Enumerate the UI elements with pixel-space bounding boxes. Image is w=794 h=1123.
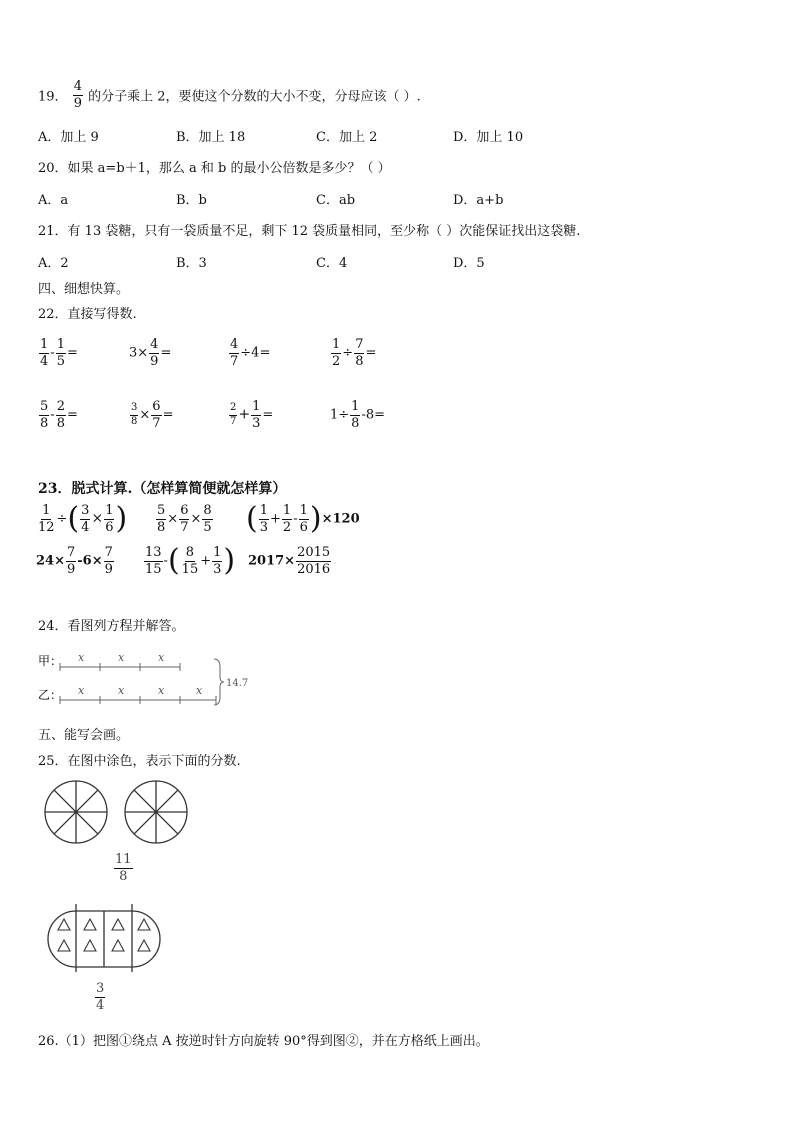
question-text: 的分子乘上 2，要使这个分数的大小不变，分母应该（ ）. — [88, 89, 421, 105]
circles-figure — [42, 778, 202, 848]
calc-item: 2017× $\frac{2015}{2016}$ — [248, 545, 331, 577]
calc-item: $\frac{1}{2}$ ÷ $\frac{7}{8}$ = — [332, 337, 377, 369]
question-22: 22．直接写得数. — [38, 307, 137, 322]
option-d[interactable]: D．a+b — [453, 193, 504, 208]
calc-item: $\frac{1}{12}$ ÷( $\frac{3}{4}$ × $\frac{1}{6}$ ) — [38, 501, 128, 537]
question-24: 24．看图列方程并解答。 — [38, 619, 185, 634]
question-number: 19． — [38, 89, 68, 105]
x-label: x — [158, 684, 165, 697]
x-label: x — [158, 651, 165, 664]
line-segment-diagram — [36, 645, 256, 707]
option-a[interactable]: A．a — [38, 193, 69, 208]
x-label: x — [78, 651, 85, 664]
fraction-label: $\frac{3}{4}$ — [96, 981, 105, 1013]
calc-item: $\frac{3}{8}$ × $\frac{6}{7}$ = — [131, 399, 174, 431]
label-jia: 甲： — [38, 654, 63, 668]
option-a[interactable]: A．2 — [38, 256, 69, 271]
calc-item: $\frac{5}{8}$ - $\frac{2}{8}$ = — [40, 399, 78, 431]
option-b[interactable]: B．b — [176, 193, 207, 208]
x-label: x — [78, 684, 85, 697]
question-21: 21．有 13 袋糖，只有一袋质量不足，剩下 12 袋质量相同，至少称（ ）次能保证找出这袋糖. — [38, 224, 581, 239]
option-d[interactable]: D．5 — [453, 256, 485, 271]
question-25: 25．在图中涂色，表示下面的分数. — [38, 754, 241, 769]
section-heading: 五、能写会画。 — [38, 728, 130, 743]
calc-item: 1÷ $\frac{1}{8}$ -8= — [330, 399, 386, 431]
question-23: 23．脱式计算.（怎样算简便就怎样算） — [38, 481, 287, 497]
calc-item: $\frac{4}{7}$ ÷4= — [230, 337, 271, 369]
question-19 — [38, 80, 421, 110]
section-heading: 四、细想快算。 — [38, 282, 130, 297]
option-a[interactable]: A．加上 9 — [38, 130, 99, 145]
option-c[interactable]: C．ab — [316, 193, 356, 208]
fraction-label: $\frac{11}{8}$ — [115, 852, 132, 884]
x-label: x — [118, 684, 125, 697]
option-c[interactable]: C．加上 2 — [316, 130, 378, 145]
x-label: x — [196, 684, 203, 697]
oval-triangles-figure — [46, 902, 164, 972]
circle-2 — [125, 781, 187, 843]
option-b[interactable]: B．3 — [176, 256, 207, 271]
circle-1 — [45, 781, 107, 843]
calc-item: $\frac{1}{4}$ - $\frac{1}{5}$ = — [40, 337, 78, 369]
option-b[interactable]: B．加上 18 — [176, 130, 246, 145]
option-c[interactable]: C．4 — [316, 256, 348, 271]
option-d[interactable]: D．加上 10 — [453, 130, 524, 145]
fraction: $\frac{4}{9}$ — [73, 79, 82, 111]
question-26: 26.（1）把图①绕点 A 按逆时针方向旋转 90°得到图②，并在方格纸上画出。 — [38, 1034, 489, 1049]
label-yi: 乙： — [38, 688, 63, 702]
question-20: 20．如果 a=b＋1，那么 a 和 b 的最小公倍数是多少？（ ） — [38, 161, 391, 176]
calc-item: 24× $\frac{7}{9}$ -6× $\frac{7}{9}$ — [36, 545, 113, 577]
calc-item: $\frac{5}{8}$ × $\frac{6}{7}$ × $\frac{8}{5}$ — [157, 503, 212, 535]
calc-item: ( $\frac{1}{3}$ + $\frac{1}{2}$ - $\frac{1}{6}$ )×120 — [246, 501, 360, 537]
x-label: x — [118, 651, 125, 664]
total-label: 14.7 — [226, 678, 249, 689]
calc-item: 3× $\frac{4}{9}$ = — [129, 337, 172, 369]
calc-item: $\frac{13}{15}$ -( $\frac{8}{15}$ + $\frac{1}{3}$ ) — [145, 543, 236, 579]
calc-item: $\frac{2}{7}$ + $\frac{1}{3}$ = — [230, 399, 274, 431]
